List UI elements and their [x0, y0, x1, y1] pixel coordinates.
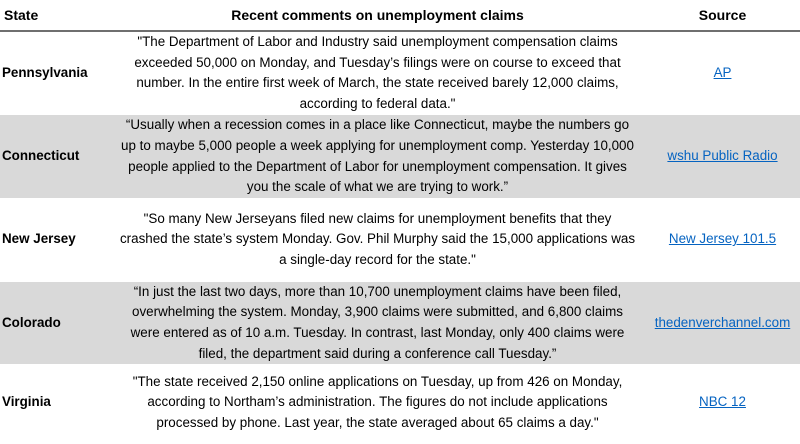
comment-cell: "So many New Jerseyans filed new claims for unemployment benefits that they crashed the state’s system Monday. Gov. Phil Murphy said the 15,000 applications was a single-day record for the state."	[110, 198, 645, 281]
source-link[interactable]: thedenverchannel.com	[654, 314, 791, 330]
source-link[interactable]: New Jersey 101.5	[668, 231, 777, 247]
table-row	[0, 365, 800, 441]
table-row	[0, 281, 800, 364]
table-row	[0, 31, 800, 115]
table-row	[0, 115, 800, 198]
source-cell	[645, 31, 800, 115]
header-source: Source	[645, 0, 800, 31]
comment-cell: "The state received 2,150 online applications on Tuesday, up from 426 on Monday, according to Northam’s administration. The figures do not include applications processed by phone. Last year, the state averaged about 65 claims a day."	[110, 365, 645, 441]
source-cell	[645, 115, 800, 198]
source-cell	[645, 365, 800, 441]
state-cell: Connecticut	[0, 115, 110, 198]
source-cell	[645, 198, 800, 281]
comment-cell: “In just the last two days, more than 10,700 unemployment claims have been filed, overwhelming the system. Monday, 3,900 claims were submitted, and 6,800 claims were entered as of 10 a.m. Tuesday. In contrast, last Monday, only 400 claims were filed, the department said during a conference call Tuesday.”	[110, 281, 645, 364]
state-cell: Virginia	[0, 365, 110, 441]
source-link[interactable]: wshu Public Radio	[667, 148, 778, 164]
source-link[interactable]: AP	[713, 64, 732, 80]
header-state: State	[0, 0, 110, 31]
state-cell: New Jersey	[0, 198, 110, 281]
comment-cell: “Usually when a recession comes in a place like Connecticut, maybe the numbers go up to maybe 5,000 people a week applying for unemployment comp. Yesterday 10,000 people applied to the Department of Labor for unemployment compensation. It gives you the scale of what we are trying to work.”	[110, 115, 645, 198]
state-cell: Colorado	[0, 281, 110, 364]
source-cell	[645, 281, 800, 364]
state-cell: Pennsylvania	[0, 31, 110, 115]
header-comment: Recent comments on unemployment claims	[110, 0, 645, 31]
source-link[interactable]: NBC 12	[699, 394, 746, 410]
comment-cell: "The Department of Labor and Industry said unemployment compensation claims exceeded 50,000 on Monday, and Tuesday’s filings were on course to exceed that number. In the entire first week of March, the state received barely 12,000 claims, according to federal data."	[110, 31, 645, 115]
header-row	[0, 0, 800, 31]
table-row	[0, 198, 800, 281]
